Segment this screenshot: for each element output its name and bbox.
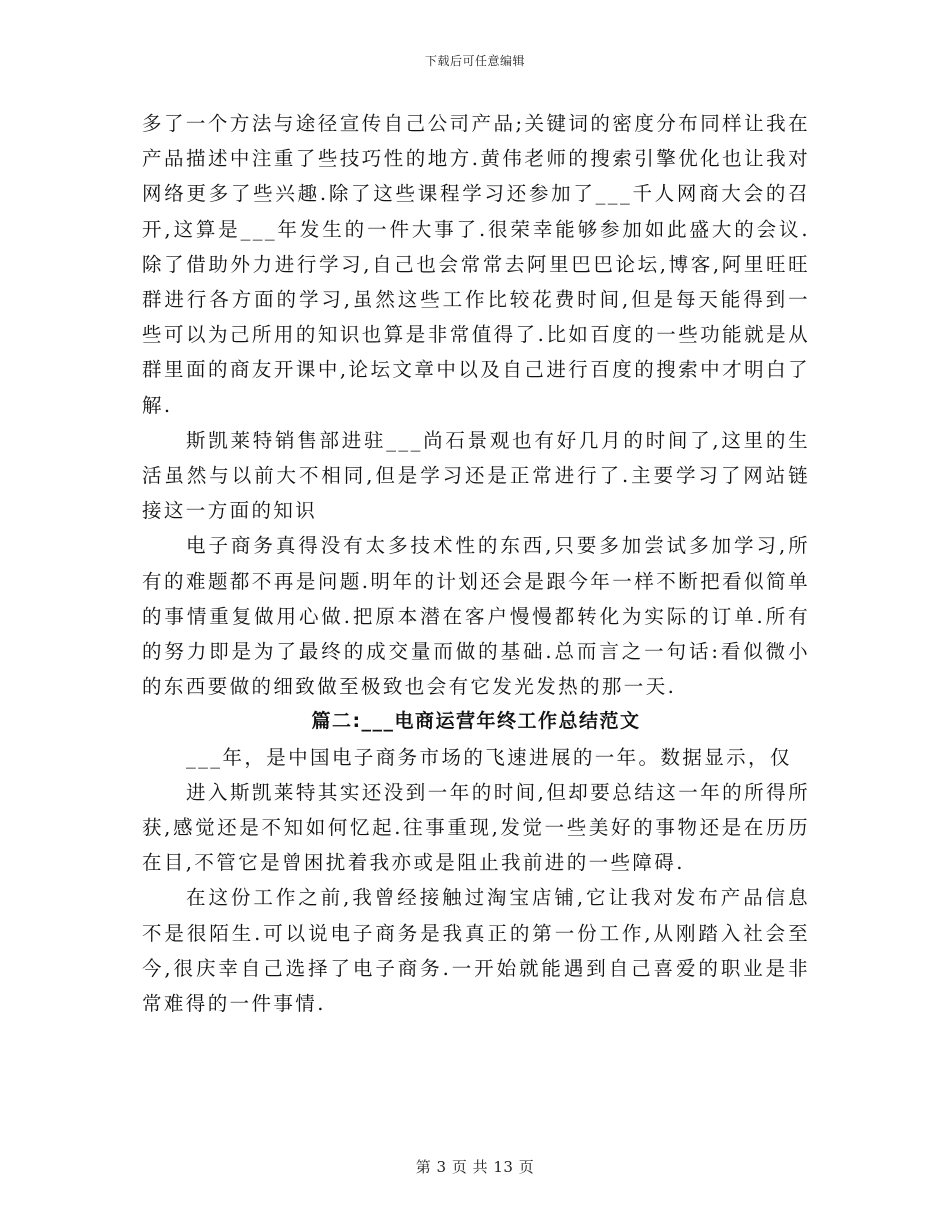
page-number: 第 3 页 共 13 页 xyxy=(415,1158,535,1176)
header-note: 下载后可任意编辑 xyxy=(424,54,525,68)
paragraph-continuation: 多了一个方法与途径宣传自己公司产品;关键词的密度分布同样让我在产品描述中注重了些技巧性的地方.黄伟老师的搜索引擎优化也让我对网络更多了些兴趣.除了这些课程学习还参加了___千人网商大会的召开,这算是___年发生的一件大事了.很荣幸能够参加如此盛大的会议.除了借助外力进行学习,自己也会常常去阿里巴巴论坛,博客,阿里旺旺群进行各方面的学习,虽然这些工作比较花费时间,但是每天能得到一些可以为己所用的知识也算是非常值得了.比如百度的一些功能就是从群里面的商友开课中,论坛文章中以及自己进行百度的搜索中才明白了解. xyxy=(142,112,810,417)
section-title: 篇二:___电商运营年终工作总结范文 xyxy=(311,710,641,733)
paragraph-first-job: 在这份工作之前,我曾经接触过淘宝店铺,它让我对发布产品信息不是很陌生.可以说电子商务是我真正的第一份工作,从刚踏入社会至今,很庆幸自己选择了电子商务.一开始就能遇到自己喜爱的职业是非常难得的一件事情. xyxy=(142,886,810,1016)
paragraph-ecommerce-plan: 电子商务真得没有太多技术性的东西,只要多加尝试多加学习,所有的难题都不再是问题.明年的计划还会是跟今年一样不断把看似简单的事情重复做用心做.把原本潜在客户慢慢都转化为实际的订单.所有的努力即是为了最终的成交量而做的基础.总而言之一句话:看似微小的东西要做的细致做至极致也会有它发光发热的那一天. xyxy=(142,534,810,699)
paragraph-year-summary: 进入斯凯莱特其实还没到一年的时间,但却要总结这一年的所得所获,感觉还是不知如何忆起.往事重现,发觉一些美好的事物还是在历历在目,不管它是曾困扰着我亦或是阻止我前进的一些障碍. xyxy=(142,780,810,875)
document-body xyxy=(142,106,810,1021)
paragraph-market-intro: ___年，是中国电子商务市场的飞速进展的一年。数据显示，仅 xyxy=(186,745,792,769)
paragraph-office-move: 斯凯莱特销售部进驻___尚石景观也有好几月的时间了,这里的生活虽然与以前大不相同,但是学习还是正常进行了.主要学习了网站链接这一方面的知识 xyxy=(142,428,810,523)
